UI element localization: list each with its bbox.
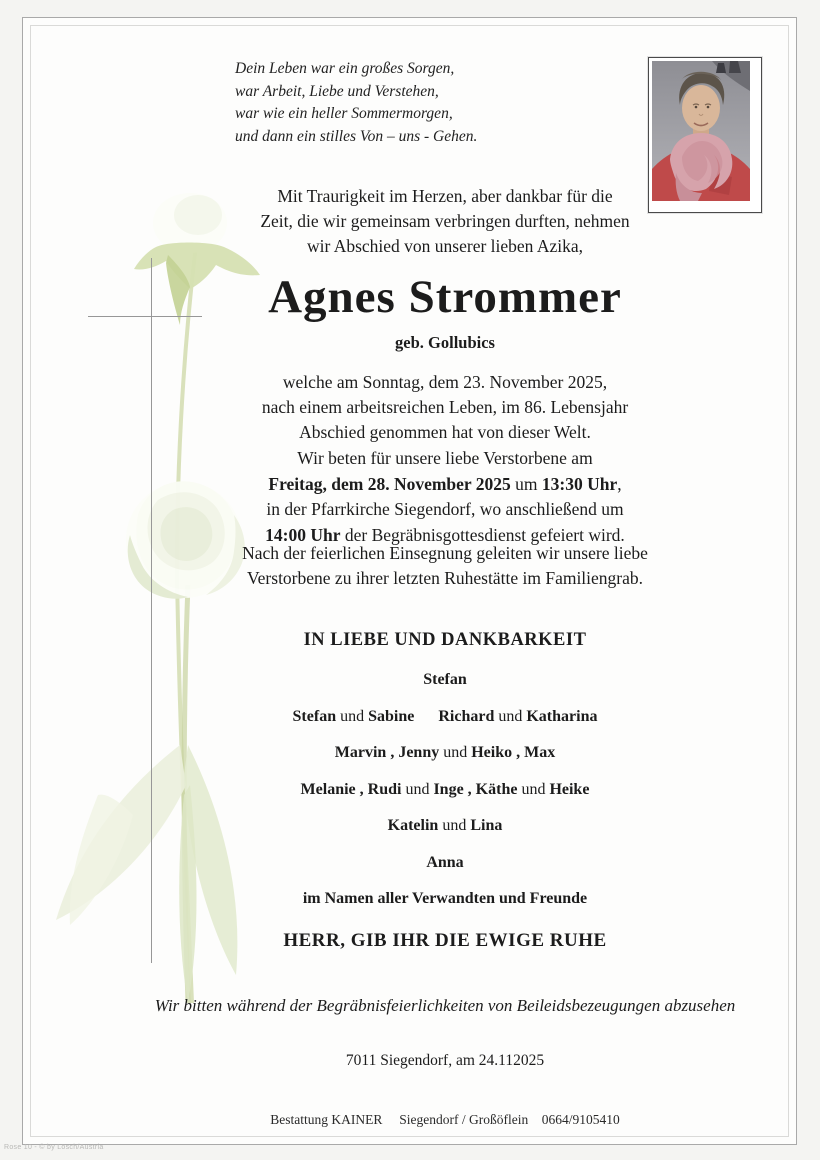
blessing-paragraph: Nach der feierlichen Einsegnung geleiten wir unsere liebe Verstorbene zu ihrer letzten Ruhestätte im Familiengrab. (242, 543, 648, 588)
intro-paragraph: Mit Traurigkeit im Herzen, aber dankbar für die Zeit, die wir gemeinsam verbringen durften, nehmen wir Abschied von unserer lieben Azika, (260, 186, 630, 256)
portrait-photo-image (652, 61, 750, 201)
mourner-line: Melanie , Rudi und Inge , Käthe und Heike (300, 780, 590, 798)
mourners-list (85, 672, 805, 928)
funeral-home-line: Bestattung KAINER Siegendorf / Großöflein 0664/9105410 (270, 1112, 620, 1127)
funeral-service-details: Wir beten für unsere liebe Verstorbene am Freitag, dem 28. November 2025 um 13:30 Uhr, in der Pfarrkirche Siegendorf, wo anschließend um 14:00 Uhr der Begräbnisgottesdienst gefeiert wird. (265, 448, 625, 545)
mourner-line: Marvin , Jenny und Heiko , Max (334, 744, 556, 761)
mourner-line: Stefan und Sabine Richard und Katharina (292, 707, 598, 725)
mourner-line: Anna (426, 853, 464, 871)
death-announcement: welche am Sonntag, dem 23. November 2025, nach einem arbeitsreichen Leben, im 86. Lebensjahr Abschied genommen hat von dieser Welt. (261, 372, 629, 442)
maiden-name: geb. Gollubics (395, 333, 495, 352)
mourner-line: Stefan (423, 671, 467, 688)
memorial-poem: Dein Leben war ein großes Sorgen, war Arbeit, Liebe und Verstehen, war wie ein heller Sommermorgen, und dann ein stilles Von – uns - Gehen. (235, 60, 478, 145)
mourner-line: Katelin und Lina (387, 817, 503, 834)
condolence-note: Wir bitten während der Begräbnisfeierlichkeiten von Beileidsbezeugungen abzusehen (154, 996, 736, 1015)
place-and-date: 7011 Siegendorf, am 24.112025 (345, 1052, 545, 1069)
deceased-name: Agnes Strommer (268, 271, 622, 323)
prayer-line: HERR, GIB IHR DIE EWIGE RUHE (283, 930, 607, 951)
tribute-heading: IN LIEBE UND DANKBARKEIT (303, 630, 587, 650)
mourner-line: im Namen aller Verwandten und Freunde (302, 890, 588, 907)
print-watermark: Rose 10 - © by Lösch/Austria (4, 1144, 104, 1151)
